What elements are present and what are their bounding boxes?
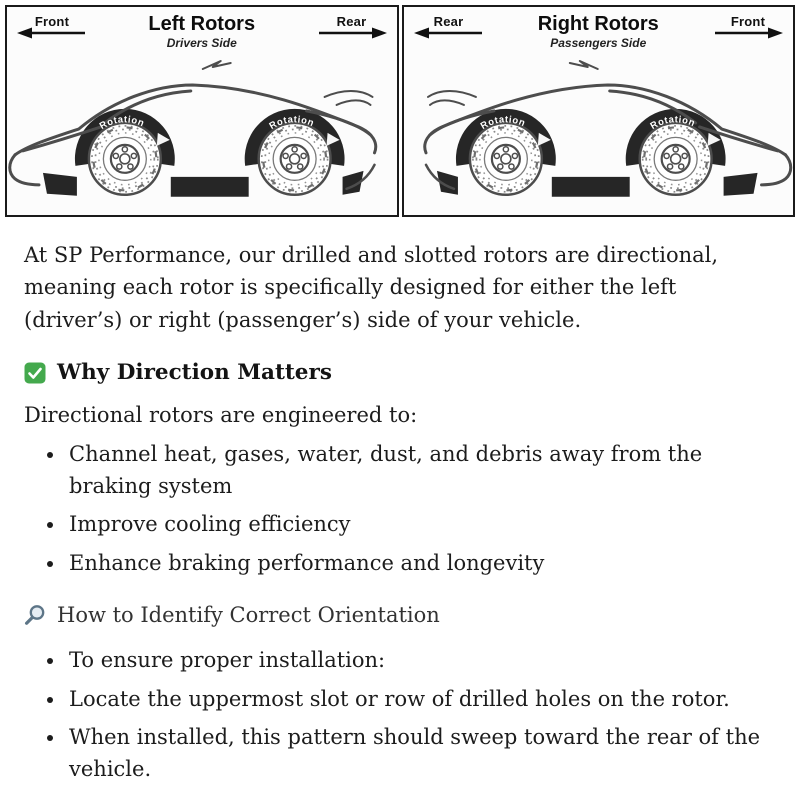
list-item: • Enhance braking performance and longevity (66, 548, 772, 580)
section-heading-orientation (24, 603, 772, 627)
car-illustration-left (7, 53, 397, 215)
front-label: Front (730, 14, 766, 29)
right-panel-subtitle: Passengers Side (550, 36, 647, 50)
rotor-direction-diagram (5, 5, 795, 217)
list-item: • To ensure proper installation: (66, 645, 772, 677)
arrow-left-icon (17, 27, 87, 39)
right-panel-titles (486, 14, 712, 50)
rotation-label: Rotation (267, 114, 316, 133)
rear-direction-right-panel (412, 14, 486, 39)
left-panel-titles (89, 14, 315, 50)
magnifier-icon (24, 604, 46, 626)
left-panel-title: Left Rotors (148, 13, 256, 35)
section-heading-why-direction (24, 360, 772, 385)
rotation-label: Rotation (648, 114, 697, 133)
intro-paragraph: At SP Performance, our drilled and slotted rotors are directional, meaning each rotor is specifically designed for either the left (driver’s) or right (passenger’s) side of your vehicle. (24, 242, 719, 332)
heading-text: How to Identify Correct Orientation (57, 603, 440, 628)
list-item: • Locate the uppermost slot or row of drilled holes on the rotor. (66, 684, 772, 716)
arrow-left-icon (414, 27, 484, 39)
orientation-list (24, 645, 772, 785)
arrow-right-icon (317, 27, 387, 39)
rotation-label: Rotation (478, 114, 527, 133)
list-item: • Improve cooling efficiency (66, 509, 772, 541)
front-direction-left-panel (15, 14, 89, 39)
lead-paragraph: Directional rotors are engineered to: (24, 403, 418, 428)
list-item: • When installed, this pattern should sweep toward the rear of the vehicle. (66, 722, 772, 785)
rear-direction-left-panel (315, 14, 389, 39)
list-item: • Channel heat, gases, water, dust, and debris away from the braking system (66, 439, 772, 502)
car-illustration-right (404, 53, 794, 215)
rotation-label: Rotation (97, 114, 147, 133)
right-panel-header (404, 7, 794, 53)
rear-label: Rear (433, 14, 464, 29)
why-direction-list (24, 439, 772, 579)
article-body (0, 217, 800, 786)
left-panel-header (7, 7, 397, 53)
right-panel-title: Right Rotors (537, 13, 659, 35)
arrow-right-icon (713, 27, 783, 39)
right-rotors-panel (402, 5, 796, 217)
heading-text: Why Direction Matters (57, 360, 332, 386)
front-direction-right-panel (711, 14, 785, 39)
left-rotors-panel (5, 5, 399, 217)
rear-label: Rear (336, 14, 367, 29)
front-label: Front (34, 14, 70, 29)
left-panel-subtitle: Drivers Side (166, 36, 237, 50)
check-icon (24, 362, 46, 384)
